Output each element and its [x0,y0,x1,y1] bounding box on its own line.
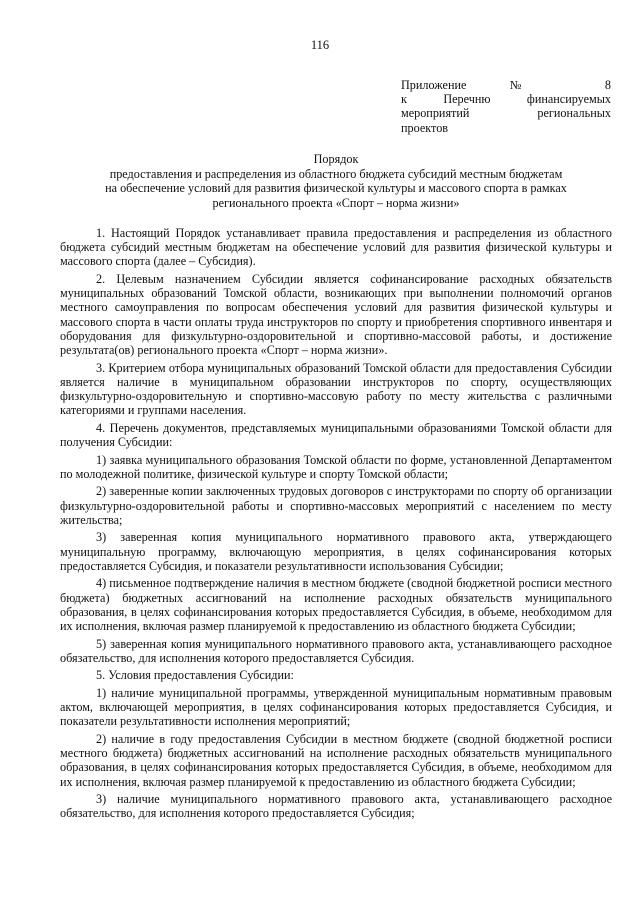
list-item: 3) заверенная копия муниципального нормативного правового акта, утверждающего муниципальную программу, включающую мероприятия, в целях софинансирования которых предоставляется Субсидия, и показатели результативности использования Субсидии; [60,530,612,573]
page-number: 116 [310,38,330,52]
title-line: на обеспечение условий для развития физической культуры и массового спорта в рамках [105,181,567,196]
list-item: 2) наличие в году предоставления Субсидии в местном бюджете (сводной бюджетной росписи местного бюджета) бюджетных ассигнований на исполнение расходных обязательств муниципального образования, в целях софинансирования которых предоставляется Субсидия, в объеме, необходимом для их исполнения, включая размер планируемой к предоставлению из областного бюджета Субсидии; [60,732,612,789]
paragraph: 5. Условия предоставления Субсидии: [96,668,294,683]
appendix-line: к Перечню финансируемых [401,92,611,107]
document-body [60,226,612,824]
title-heading: Порядок [313,152,359,166]
appendix-reference [401,78,611,135]
list-item: 4) письменное подтверждение наличия в местном бюджете (сводной бюджетной росписи местного бюджета) бюджетных ассигнований на исполнение расходных обязательств муниципального образования, в целях софинансирования которых предоставляется Субсидия, в объеме, необходимом для их исполнения, включая размер планируемой к предоставлению из областного бюджета Субсидии; [60,576,612,634]
list-item: 1) заявка муниципального образования Томской области по форме, установленной Департаментом по молодежной политике, физической культуре и спорту Томской области; [60,452,612,481]
list-item: 5) заверенная копия муниципального нормативного правового акта, устанавливающего расходное обязательство, для исполнения которого предоставляется Субсидия. [60,636,612,665]
title-line: регионального проекта «Спорт – норма жизни» [212,195,460,210]
document-title [60,152,612,210]
paragraph: 4. Перечень документов, представляемых муниципальными образованиями Томской области для получения Субсидии: [60,420,612,450]
paragraph: 1. Настоящий Порядок устанавливает правила предоставления и распределения из областного бюджета субсидий местным бюджетам на обеспечение условий для развития физической культуры и массового спорта (далее – Субсидия). [60,226,612,269]
paragraph: 3. Критерием отбора муниципальных образований Томской области для предоставления Субсидии является наличие в муниципальном образовании инструкторов по спорту, осуществляющих физкультурно-оздоровительную и спортивно-массовую работу по месту жительства с различными категориями и группами населения. [60,360,612,418]
paragraph: 2. Целевым назначением Субсидии является софинансирование расходных обязательств муниципальных образований Томской области, возникающих при выполнении полномочий органов местного самоуправления по вопросам обеспечения условий для развития физической культуры и массового спорта в части оплаты труда инструкторов по спорту и приобретения спортивного инвентаря и оборудования для физкультурно-оздоровительной и спортивно-массовой работы, и достижение результата(ов) регионального проекта «Спорт – норма жизни». [60,272,612,358]
list-item: 1) наличие муниципальной программы, утвержденной муниципальным нормативным правовым актом, включающей мероприятия, в целях софинансирования которых предоставляется Субсидия, и показатели результативности исполнения мероприятий; [60,686,612,729]
title-line: предоставления и распределения из областного бюджета субсидий местным бюджетам [109,167,563,182]
appendix-line: мероприятий региональных [401,106,611,121]
appendix-line: проектов [401,120,449,135]
appendix-line: Приложение № 8 [401,78,611,92]
list-item: 2) заверенные копии заключенных трудовых договоров с инструкторами по спорту об организации физкультурно-оздоровительной работы и спортивно-массовых мероприятий с населением по месту жительства; [60,484,612,527]
list-item: 3) наличие муниципального нормативного правового акта, устанавливающего расходное обязательство, для исполнения которого предоставляется Субсидия; [60,792,612,821]
